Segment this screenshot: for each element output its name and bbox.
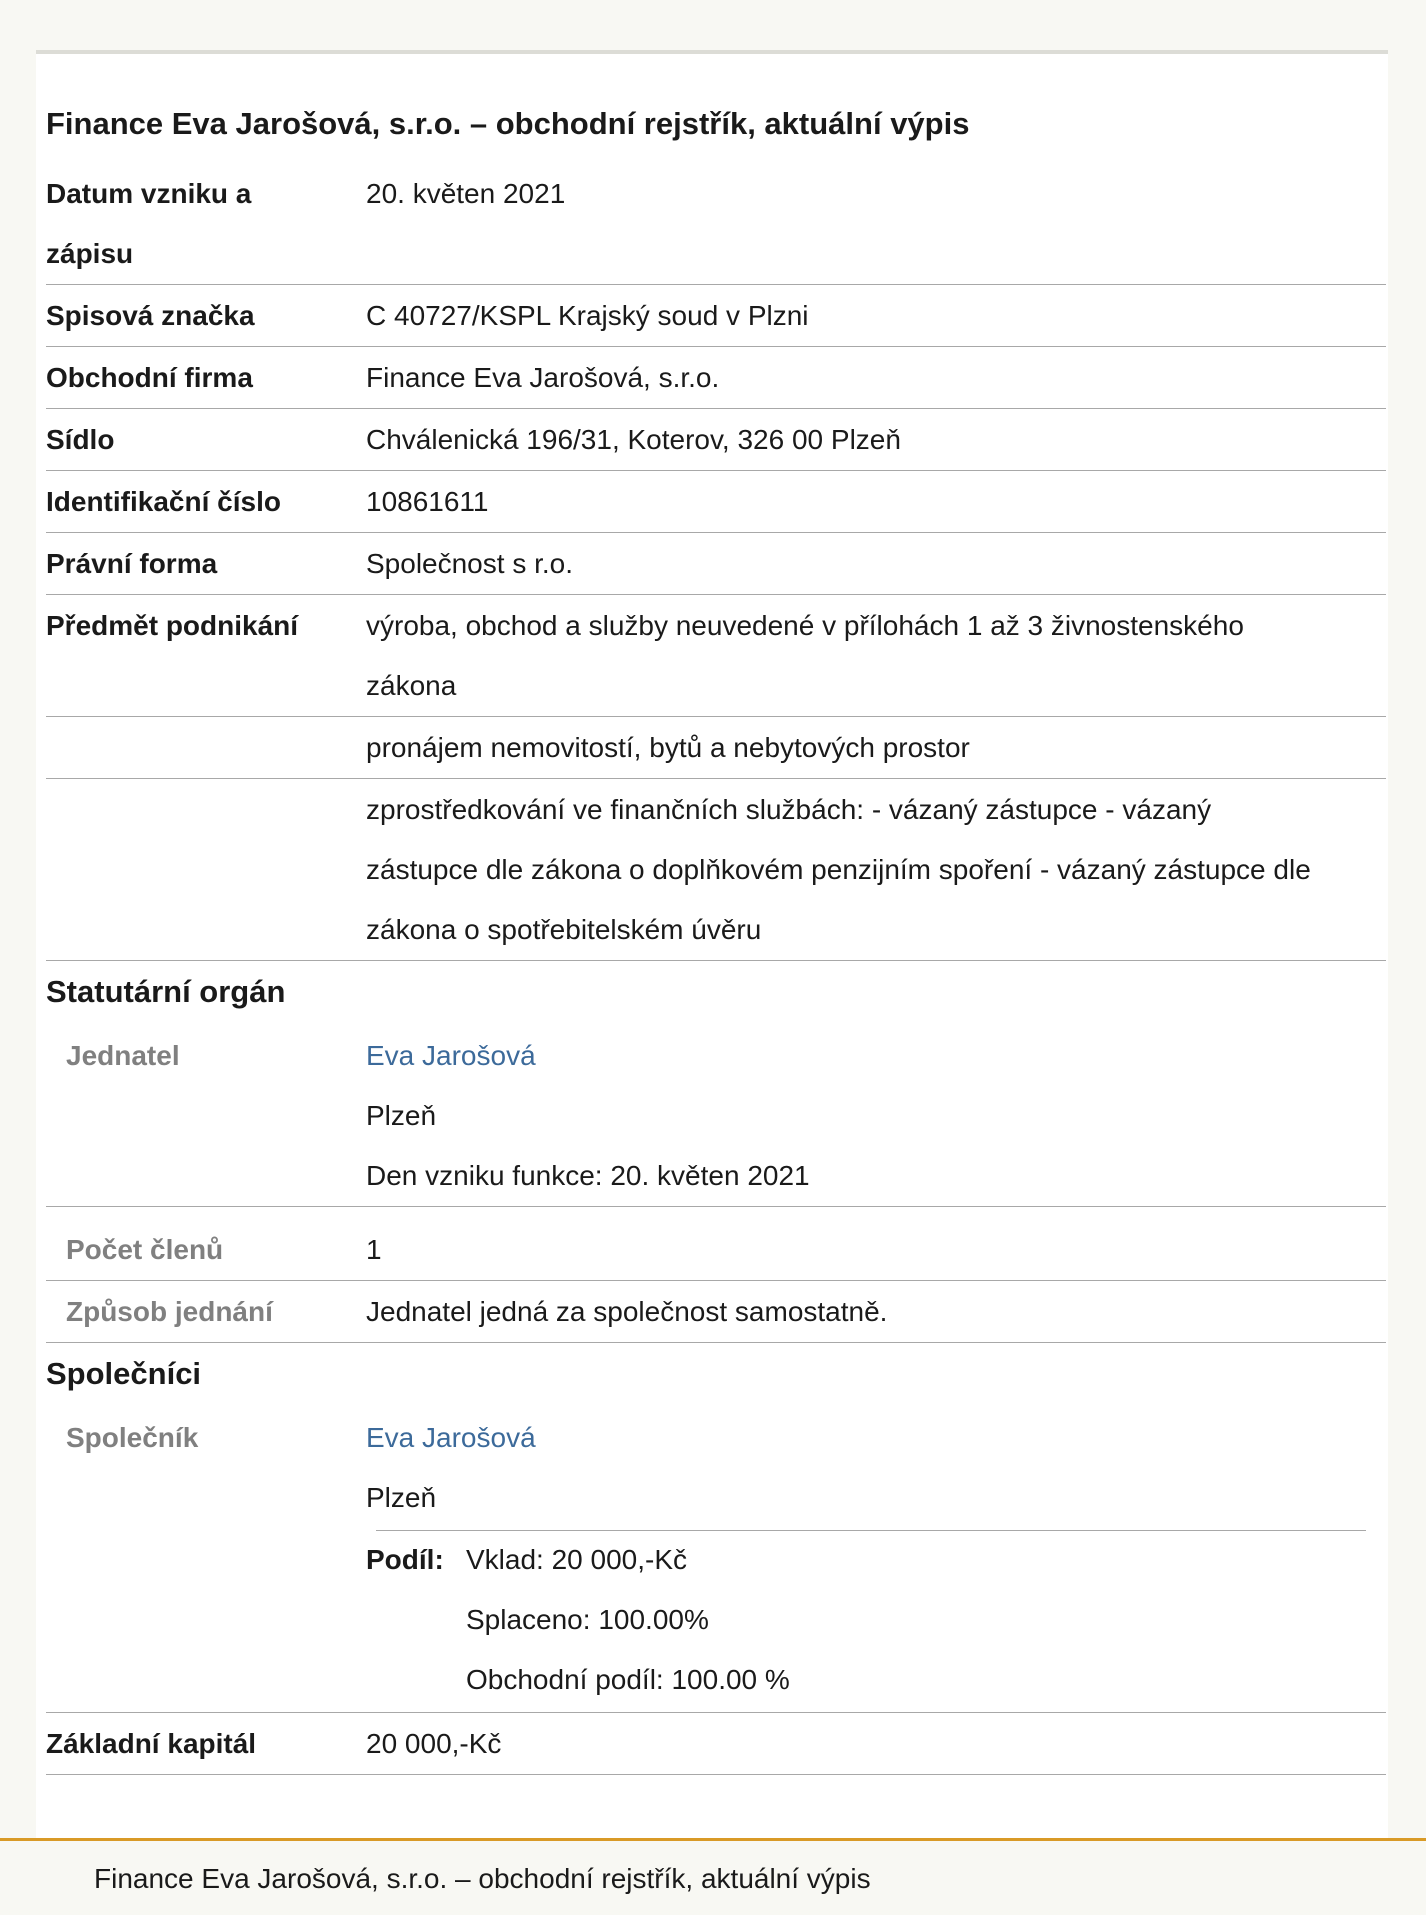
- label-datum-line1: Datum vzniku a: [46, 178, 252, 209]
- row-pravni-forma: [46, 534, 1386, 595]
- label-zpusob-jednani: Způsob jednání: [66, 1296, 273, 1327]
- value-identifikacni-cislo: [366, 472, 1386, 532]
- value-spisova-text: C 40727/KSPL Krajský soud v Plzni: [366, 300, 809, 331]
- row-zakladni-kapital: [46, 1714, 1386, 1775]
- label-datum-line2: zápisu: [46, 238, 134, 269]
- label-spisova-znacka: Spisová značka: [46, 300, 255, 331]
- podil-splaceno: Splaceno: 100.00%: [466, 1604, 709, 1635]
- zpusob-jednani-text: Jednatel jedná za společnost samostatně.: [366, 1296, 888, 1327]
- value-pravni-forma: [366, 534, 1386, 594]
- label-sidlo: Sídlo: [46, 424, 115, 455]
- value-zpusob-jednani: [366, 1282, 1386, 1342]
- value-datum-vzniku: [366, 164, 1386, 224]
- row-sidlo: [46, 410, 1386, 471]
- row-predmet-podnikani: [46, 596, 1386, 717]
- predmet-item-3-line3: zákona o spotřebitelském úvěru: [366, 914, 762, 945]
- value-ico-text: 10861611: [366, 486, 489, 517]
- predmet-item-1-line1: výroba, obchod a služby neuvedené v přílohách 1 až 3 živnostenského: [366, 610, 1244, 641]
- row-obchodni-firma: [46, 348, 1386, 409]
- row-datum-vzniku: [46, 164, 1386, 285]
- page-footer: [0, 1838, 1426, 1915]
- label-jednatel: Jednatel: [66, 1040, 180, 1071]
- predmet-item-2-text: pronájem nemovitostí, bytů a nebytových prostor: [366, 732, 970, 763]
- value-jednatel: [366, 1026, 1386, 1206]
- spolecnik-name-link[interactable]: Eva Jarošová: [366, 1422, 536, 1453]
- row-zpusob-jednani: [46, 1282, 1386, 1343]
- value-predmet-item-2: [366, 718, 1386, 778]
- value-sidlo: [366, 410, 1386, 470]
- value-firma-text: Finance Eva Jarošová, s.r.o.: [366, 362, 720, 393]
- value-forma-text: Společnost s r.o.: [366, 548, 574, 579]
- row-identifikacni-cislo: [46, 472, 1386, 533]
- row-jednatel: [46, 1026, 1386, 1207]
- label-datum-vzniku: [46, 164, 356, 284]
- jednatel-name-link[interactable]: Eva Jarošová: [366, 1040, 536, 1071]
- podil-vklad: Vklad: 20 000,-Kč: [466, 1544, 688, 1575]
- row-predmet-item-2: [46, 718, 1386, 779]
- value-spolecnik: [366, 1408, 1386, 1528]
- footer-title: Finance Eva Jarošová, s.r.o. – obchodní rejstřík, aktuální výpis: [94, 1863, 871, 1894]
- label-identifikacni-cislo: Identifikační číslo: [46, 486, 281, 517]
- value-spisova-znacka: [366, 286, 1386, 346]
- label-podil: Podíl:: [366, 1544, 444, 1575]
- spolecnik-city: Plzeň: [366, 1482, 437, 1513]
- label-obchodni-firma: Obchodní firma: [46, 362, 253, 393]
- row-podil: [46, 1530, 1386, 1713]
- value-zakladni-kapital: [366, 1714, 1386, 1774]
- predmet-item-1-line2: zákona: [366, 670, 457, 701]
- label-pravni-forma: Právní forma: [46, 548, 218, 579]
- row-spisova-znacka: [46, 286, 1386, 347]
- label-spolecnik: Společník: [66, 1422, 199, 1453]
- row-predmet-item-3: [46, 780, 1386, 961]
- value-podil: [466, 1530, 790, 1710]
- value-pocet-clenu: [366, 1220, 1386, 1280]
- section-spolecnici: Společníci: [46, 1356, 202, 1391]
- row-pocet-clenu: [46, 1220, 1386, 1281]
- zakladni-kapital-text: 20 000,-Kč: [366, 1728, 502, 1759]
- label-predmet-podnikani: Předmět podnikání: [46, 610, 299, 641]
- value-predmet-item-3: [366, 780, 1386, 960]
- value-datum-text: 20. květen 2021: [366, 178, 566, 209]
- section-statutarni-organ: Statutární orgán: [46, 974, 286, 1009]
- label-pocet-clenu: Počet členů: [66, 1234, 224, 1265]
- pocet-clenu-text: 1: [366, 1234, 382, 1265]
- label-zakladni-kapital: Základní kapitál: [46, 1728, 257, 1759]
- row-spolecnik: [46, 1408, 1386, 1528]
- jednatel-den-vzniku-funkce: Den vzniku funkce: 20. květen 2021: [366, 1160, 810, 1191]
- jednatel-city: Plzeň: [366, 1100, 437, 1131]
- predmet-item-3-line2: zástupce dle zákona o doplňkovém penzijním spoření - vázaný zástupce dle: [366, 854, 1311, 885]
- podil-obchodni: Obchodní podíl: 100.00 %: [466, 1664, 790, 1695]
- predmet-item-3-line1: zprostředkování ve finančních službách: - vázaný zástupce - vázaný: [366, 794, 1212, 825]
- company-extract-card: [36, 50, 1388, 1844]
- value-sidlo-text: Chválenická 196/31, Koterov, 326 00 Plzeň: [366, 424, 901, 455]
- page-title: Finance Eva Jarošová, s.r.o. – obchodní rejstřík, aktuální výpis: [46, 106, 970, 141]
- value-obchodni-firma: [366, 348, 1386, 408]
- value-predmet-item-1: [366, 596, 1386, 716]
